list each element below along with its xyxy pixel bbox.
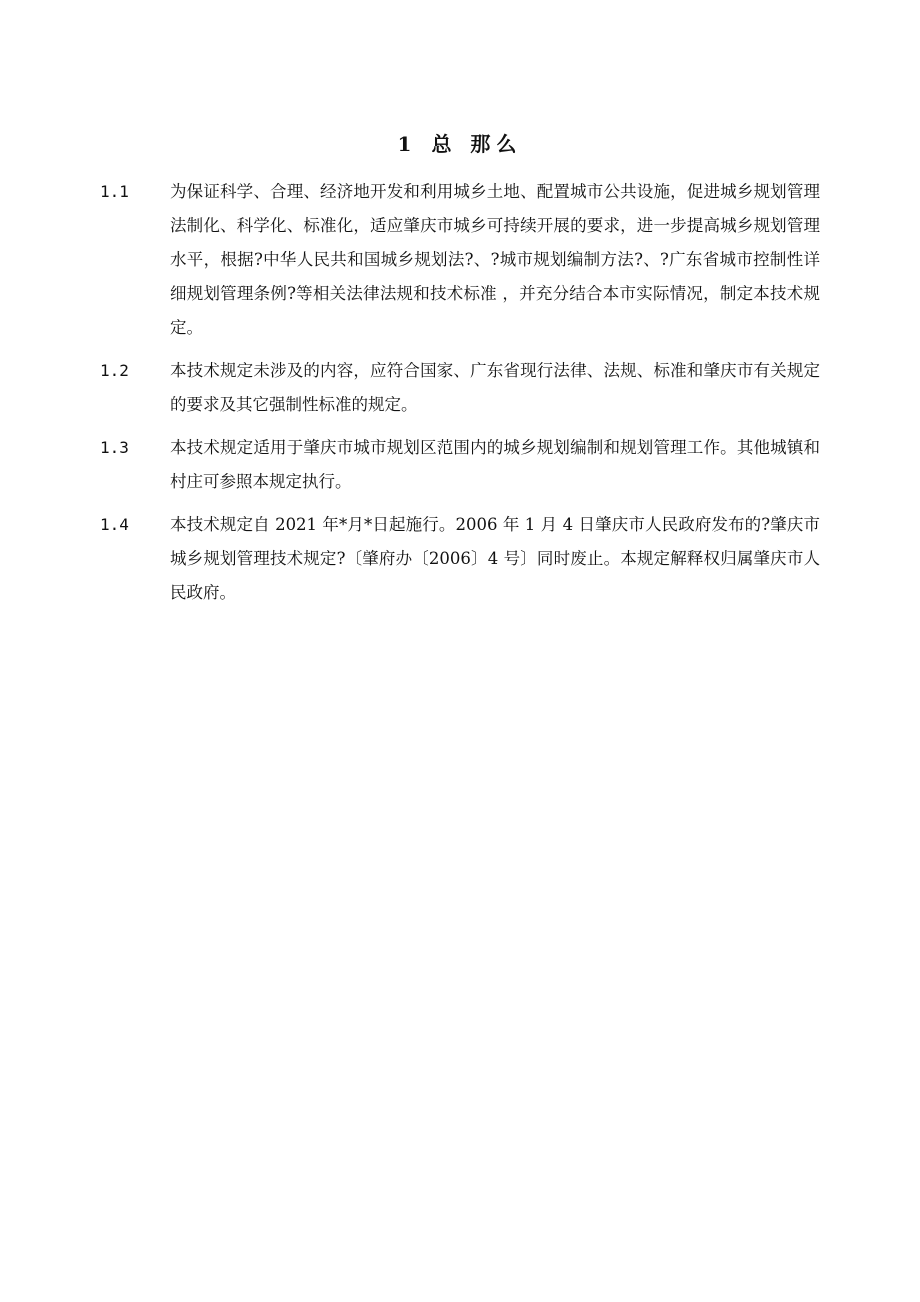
chapter-title [0,128,920,160]
clause-text: 本技术规定自 2021 年*月*日起施行。2006 年 1 月 4 日肇庆市人民政府发布的?肇庆市城乡规划管理技术规定?〔肇府办〔2006〕4 号〕同时废止。本规定解释权归属肇庆市人民政府。 [170,515,820,602]
clause-number: 1.2 [100,361,129,380]
clause-1-3 [100,431,820,499]
chapter-number: 1 [397,132,414,156]
clause-text: 本技术规定适用于肇庆市城市规划区范围内的城乡规划编制和规划管理工作。其他城镇和村庄可参照本规定执行。 [170,438,820,491]
clause-text: 为保证科学、合理、经济地开发和利用城乡土地、配置城市公共设施，促进城乡规划管理法制化、科学化、标准化，适应肇庆市城乡可持续开展的要求，进一步提高城乡规划管理水平，根据?中华人民共和国城乡规划法?、?城市规划编制方法?、?广东省城市控制性详细规划管理条例?等相关法律法规和技术标准 ，并充分结合本市实际情况，制定本技术规定。 [170,182,820,337]
clause-1-4 [100,508,820,610]
clause-list [100,175,820,619]
clause-1-2 [100,354,820,422]
chapter-name: 总 那么 [431,132,523,156]
clause-1-1 [100,175,820,345]
clause-text: 本技术规定未涉及的内容，应符合国家、广东省现行法律、法规、标准和肇庆市有关规定的要求及其它强制性标准的规定。 [170,361,820,414]
clause-number: 1.1 [100,182,129,201]
clause-number: 1.4 [100,515,129,534]
clause-number: 1.3 [100,438,129,457]
